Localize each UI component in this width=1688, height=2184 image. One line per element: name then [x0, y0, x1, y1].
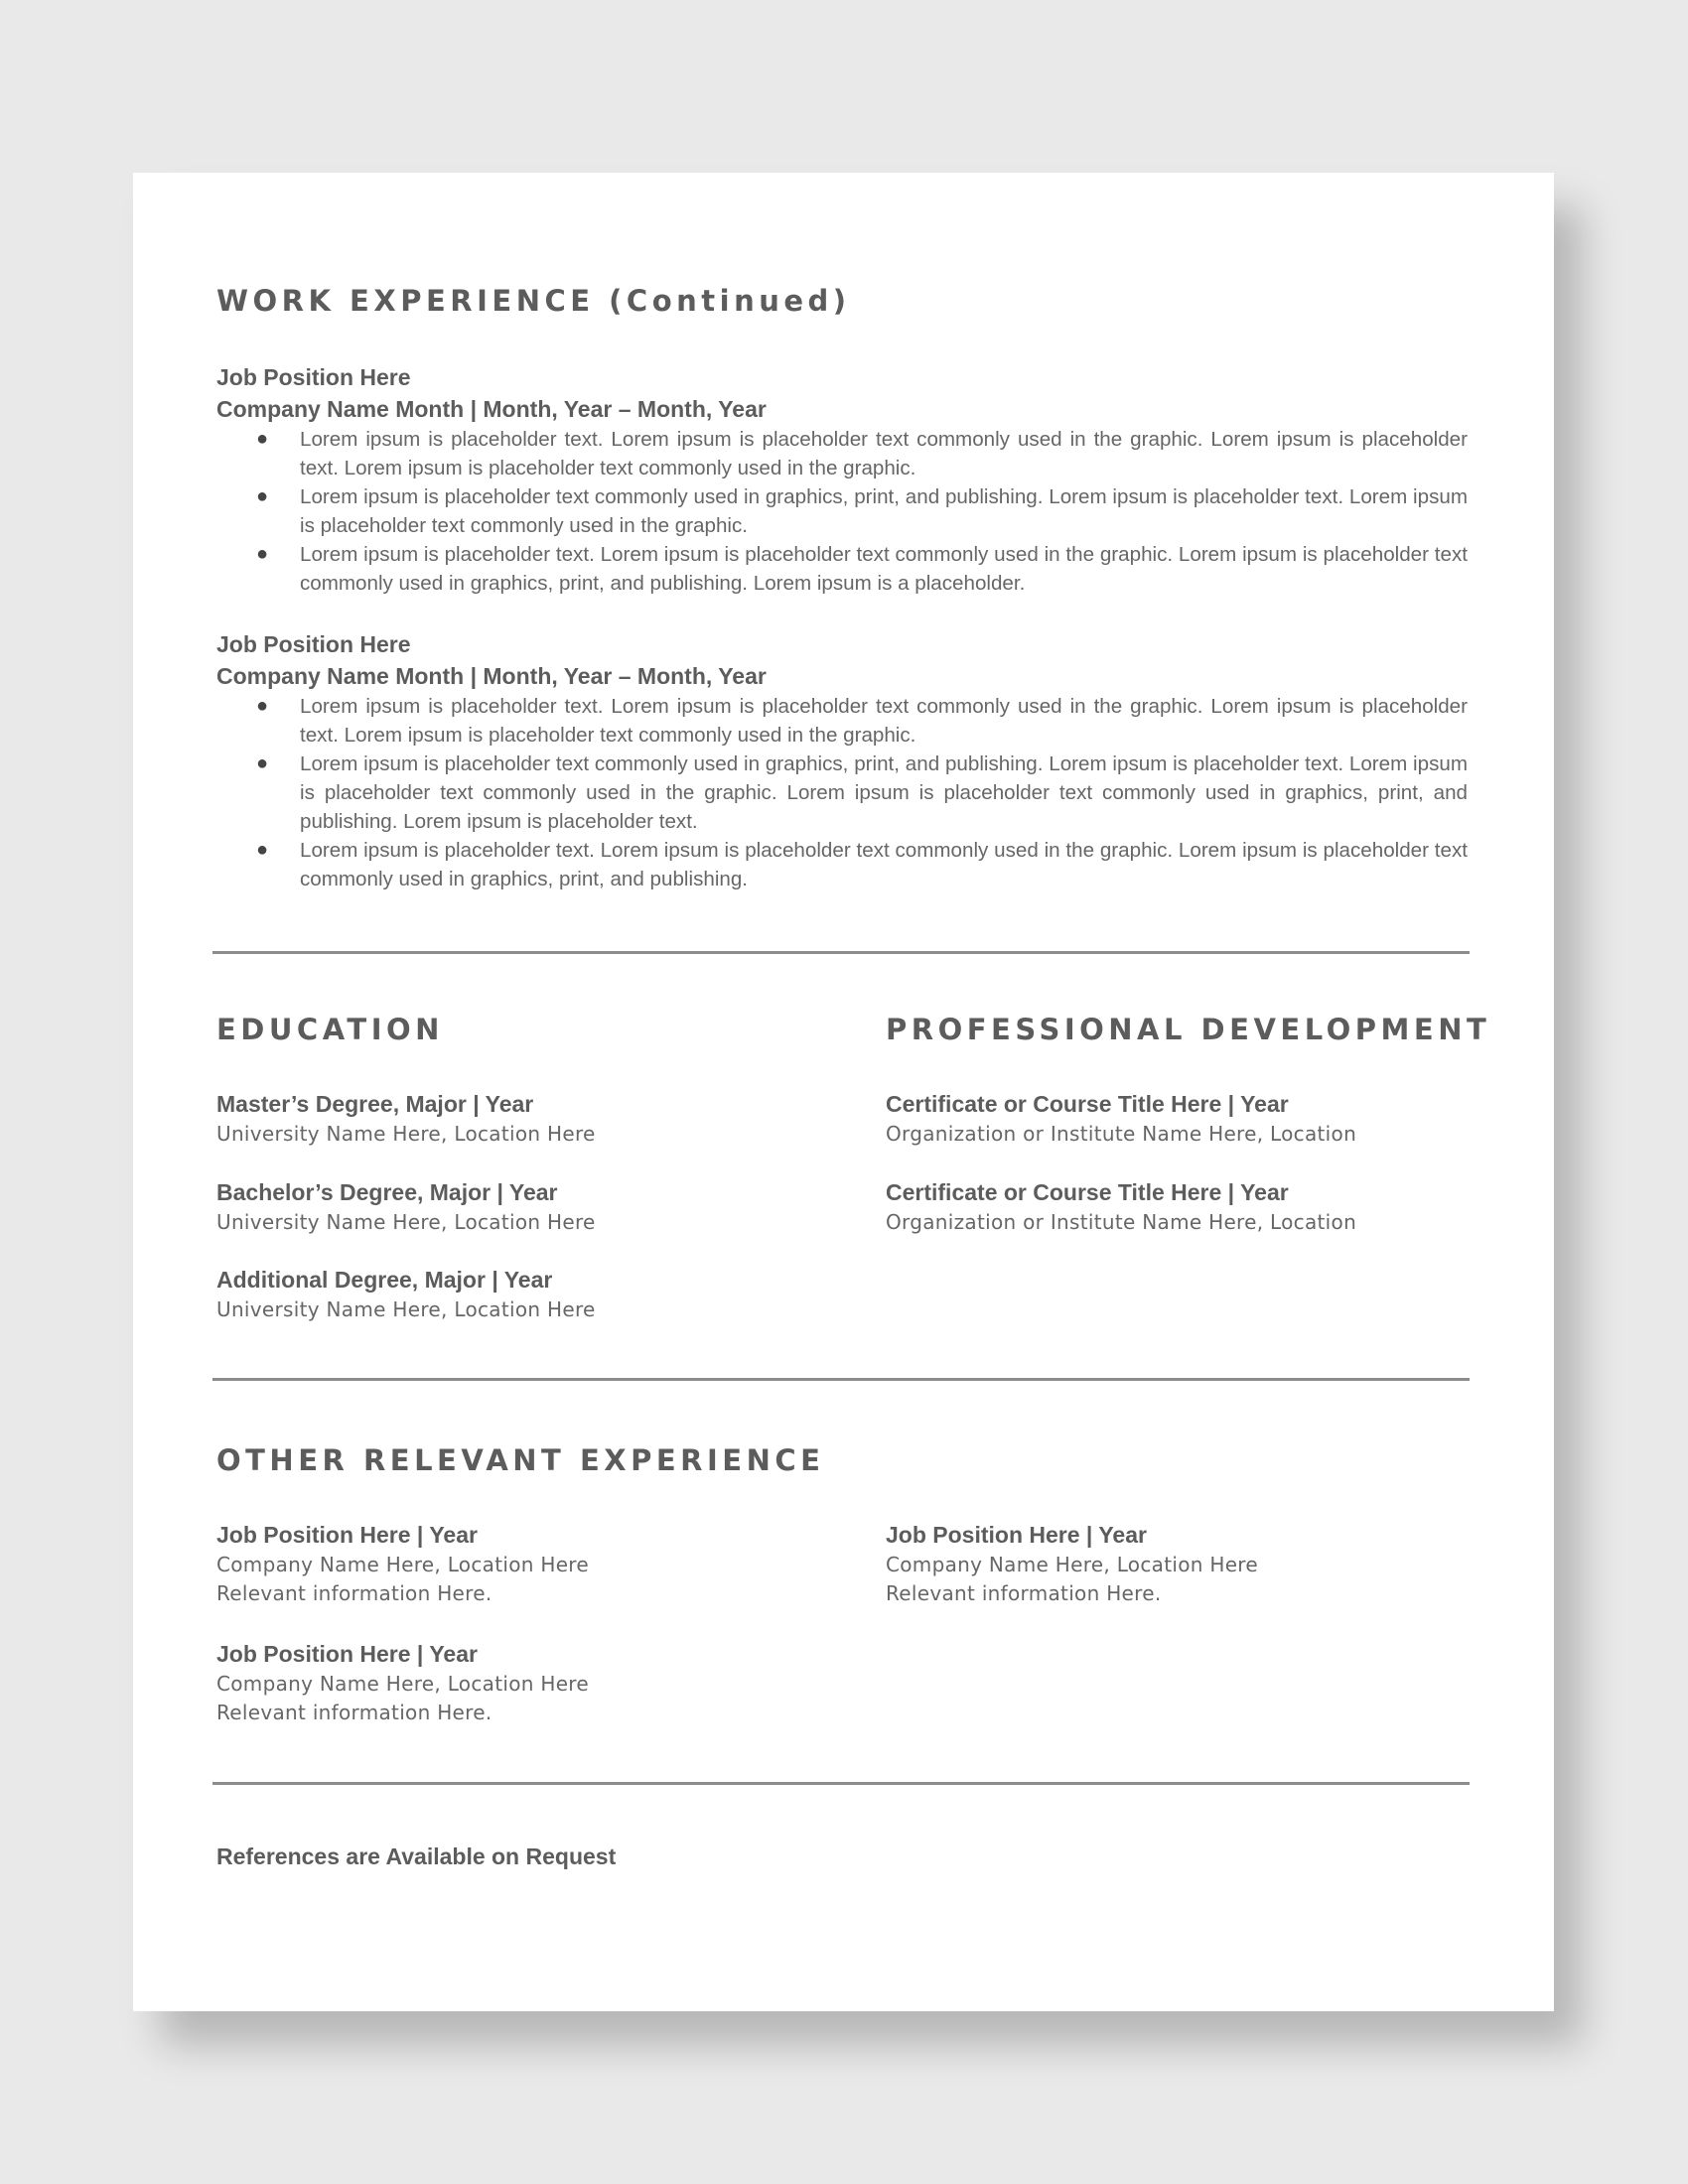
bullet-text: Lorem ipsum is placeholder text. Lorem ipsum is placeholder text commonly used in the graphic. Lorem ipsum is placeholder text. Lorem ipsum is placeholder text commonly used in the graphic. [300, 695, 1468, 747]
education-school: University Name Here, Location Here [216, 1122, 596, 1146]
job-bullet [256, 425, 1472, 482]
references-note: References are Available on Request [216, 1843, 617, 1869]
other-experience-item [216, 1638, 589, 1727]
job-bullet [256, 750, 1472, 836]
professional-item [886, 1176, 1356, 1237]
education-item [216, 1264, 596, 1324]
bullet-text: Lorem ipsum is placeholder text. Lorem ipsum is placeholder text commonly used in the graphic. Lorem ipsum is placeholder text. Lorem ipsum is placeholder text commonly used in the graphic. [300, 428, 1468, 479]
job-bullet [256, 540, 1472, 598]
other-position: Job Position Here | Year [216, 1641, 478, 1667]
bullet-icon: ● [256, 428, 269, 450]
certificate-organization: Organization or Institute Name Here, Location [886, 1122, 1357, 1146]
bullet-text: Lorem ipsum is placeholder text. Lorem ipsum is placeholder text commonly used in the graphic. Lorem ipsum is placeholder text commonly used in graphics, print, and publishing. Lorem ipsum is a placeholder. [300, 543, 1468, 595]
work-job-2 [216, 628, 1472, 893]
education-degree: Additional Degree, Major | Year [216, 1267, 553, 1293]
other-info: Relevant information Here. [216, 1701, 492, 1724]
bullet-text: Lorem ipsum is placeholder text. Lorem ipsum is placeholder text commonly used in the graphic. Lorem ipsum is placeholder text commonly used in graphics, print, and publishing. [300, 839, 1468, 890]
bullet-icon: ● [256, 839, 269, 861]
job-bullet [256, 482, 1472, 540]
section-divider [212, 951, 1470, 954]
other-experience-item [886, 1519, 1258, 1608]
job-bullet [256, 836, 1472, 893]
other-position: Job Position Here | Year [886, 1522, 1147, 1548]
bullet-icon: ● [256, 695, 269, 717]
other-company: Company Name Here, Location Here [216, 1672, 589, 1696]
job-bullet-list [216, 425, 1472, 598]
job-bullet [256, 692, 1472, 750]
certificate-title: Certificate or Course Title Here | Year [886, 1179, 1289, 1205]
bullet-text: Lorem ipsum is placeholder text commonly used in graphics, print, and publishing. Lorem ipsum is placeholder text. Lorem ipsum is placeholder text commonly used in the graphic. [300, 485, 1468, 537]
education-item [216, 1176, 596, 1237]
work-job-1 [216, 361, 1472, 598]
bullet-icon: ● [256, 543, 269, 565]
job-position: Job Position Here [216, 631, 411, 657]
professional-development-heading: PROFESSIONAL DEVELOPMENT [886, 1013, 1491, 1046]
other-company: Company Name Here, Location Here [216, 1553, 589, 1576]
job-company-line: Company Name Month | Month, Year – Month, Year [216, 396, 767, 422]
job-position: Job Position Here [216, 364, 411, 390]
work-experience-heading: WORK EXPERIENCE (Continued) [216, 284, 851, 318]
other-info: Relevant information Here. [216, 1581, 492, 1605]
other-info: Relevant information Here. [886, 1581, 1162, 1605]
certificate-organization: Organization or Institute Name Here, Location [886, 1210, 1357, 1234]
education-degree: Master’s Degree, Major | Year [216, 1091, 534, 1117]
job-bullet-list [216, 692, 1472, 893]
job-company-line: Company Name Month | Month, Year – Month, Year [216, 663, 767, 689]
professional-item [886, 1088, 1356, 1149]
other-company: Company Name Here, Location Here [886, 1553, 1258, 1576]
section-divider [212, 1378, 1470, 1381]
certificate-title: Certificate or Course Title Here | Year [886, 1091, 1289, 1117]
bullet-text: Lorem ipsum is placeholder text commonly used in graphics, print, and publishing. Lorem ipsum is placeholder text. Lorem ipsum is placeholder text commonly used in the graphic. Lorem ipsum is placeholder text commonly used in graphics, print, and publishing. Lorem ipsum is placeholder text. [300, 752, 1468, 833]
section-divider [212, 1782, 1470, 1785]
education-school: University Name Here, Location Here [216, 1297, 596, 1321]
resume-page [133, 173, 1554, 2011]
bullet-icon: ● [256, 752, 269, 774]
bullet-icon: ● [256, 485, 269, 507]
education-school: University Name Here, Location Here [216, 1210, 596, 1234]
education-heading: EDUCATION [216, 1013, 444, 1046]
other-experience-heading: OTHER RELEVANT EXPERIENCE [216, 1443, 825, 1477]
other-position: Job Position Here | Year [216, 1522, 478, 1548]
other-experience-item [216, 1519, 589, 1608]
education-item [216, 1088, 596, 1149]
education-degree: Bachelor’s Degree, Major | Year [216, 1179, 558, 1205]
